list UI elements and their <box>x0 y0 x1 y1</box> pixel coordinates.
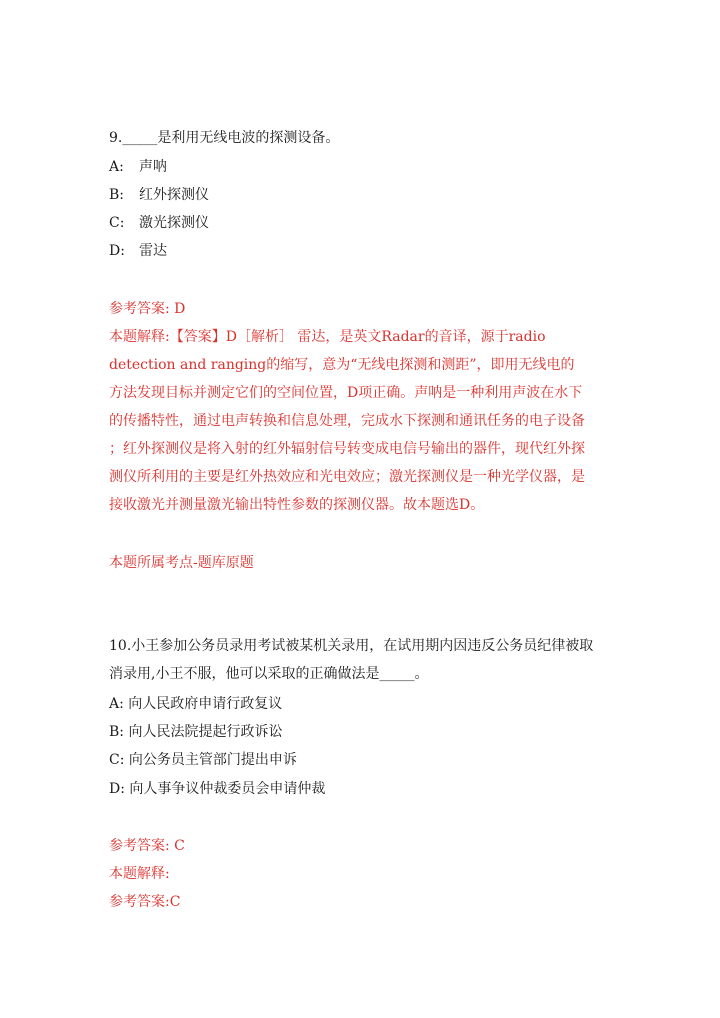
q10-option-b-label: B: <box>109 724 125 740</box>
q9-option-c <box>109 213 619 233</box>
q9-option-c-text: 激光探测仪 <box>139 215 209 231</box>
q10-option-a-text: 向人民政府申请行政复议 <box>128 696 283 712</box>
q9-option-d-text: 雷达 <box>139 243 167 259</box>
q10-option-c <box>109 750 619 770</box>
q10-option-a <box>109 694 619 714</box>
q10-answer-repeat: 参考答案:C <box>109 894 181 910</box>
q9-option-d <box>109 241 619 261</box>
q10-option-b-text: 向人民法院提起行政诉讼 <box>128 724 283 740</box>
q9-topic: 本题所属考点-题库原题 <box>109 555 254 571</box>
q10-option-b <box>109 722 619 742</box>
q9-option-b-label: B: <box>109 187 125 203</box>
q9-option-a-text: 声呐 <box>139 159 167 175</box>
q10-option-c-label: C: <box>109 752 125 768</box>
q10-answer: 参考答案: C <box>109 838 185 854</box>
q9-explanation-line: 接收激光并测量激光输出特性参数的探测仪器。故本题选D。 <box>109 497 485 513</box>
q9-option-a-label: A: <box>109 159 124 175</box>
q9-option-a <box>109 157 619 177</box>
q10-stem-line: 10.小王参加公务员录用考试被某机关录用，在试用期内因违反公务员纪律被取 <box>109 638 594 654</box>
q9-explanation-line: detection and ranging的缩写，意为“无线电探测和测距”，即用无线电的 <box>109 357 575 373</box>
q10-option-d-text: 向人事争议仲裁委员会申请仲裁 <box>129 781 326 797</box>
q9-explanation-line: 的传播特性，通过电声转换和信息处理，完成水下探测和通讯任务的电子设备 <box>109 413 585 429</box>
q9-option-d-label: D: <box>109 243 125 259</box>
q10-explanation: 本题解释: <box>109 866 170 882</box>
q9-option-b <box>109 185 619 205</box>
q9-explanation-line: 本题解释:【答案】D［解析］ 雷达，是英文Radar的音译，源于radio <box>109 329 546 345</box>
q10-option-a-label: A: <box>109 696 124 712</box>
q9-explanation-line: 方法发现目标并测定它们的空间位置，D项正确。声呐是一种利用声波在水下 <box>109 385 583 401</box>
q10-stem-line: 消录用,小王不服，他可以采取的正确做法是_____。 <box>109 666 429 682</box>
q10-option-d <box>109 779 619 799</box>
q9-stem: 9._____是利用无线电波的探测设备。 <box>109 130 340 146</box>
q9-option-c-label: C: <box>109 215 125 231</box>
q9-answer: 参考答案: D <box>109 301 186 317</box>
q9-explanation-line: ；红外探测仪是将入射的红外辐射信号转变成电信号输出的器件，现代红外探 <box>109 441 585 457</box>
q10-option-d-label: D: <box>109 781 125 797</box>
q9-explanation-line: 测仪所利用的主要是红外热效应和光电效应；激光探测仪是一种光学仪器，是 <box>109 469 585 485</box>
q10-option-c-text: 向公务员主管部门提出申诉 <box>128 752 297 768</box>
q9-option-b-text: 红外探测仪 <box>139 187 209 203</box>
